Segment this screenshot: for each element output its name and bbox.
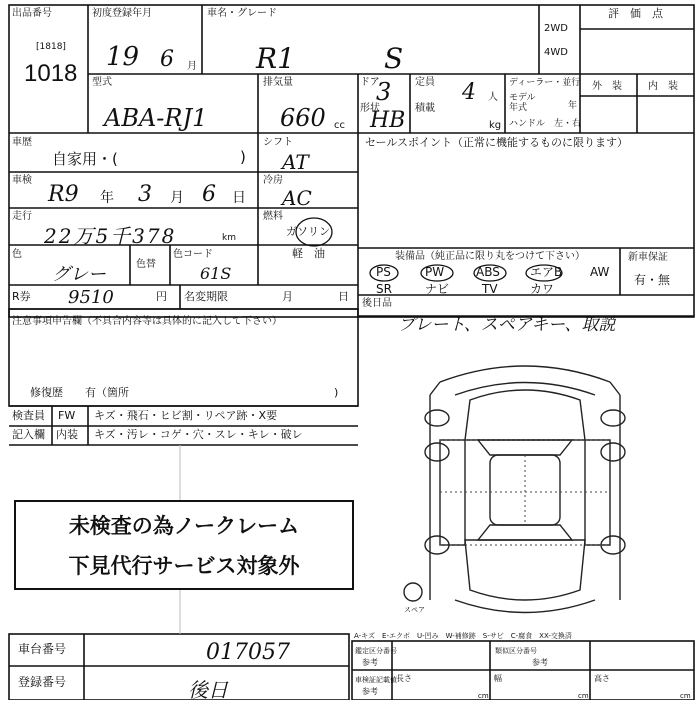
load-label: 積載 (415, 103, 435, 114)
shape-value: HB (370, 108, 406, 133)
drive-4wd: 4WD (544, 47, 568, 58)
inspection-era: R9 (48, 182, 79, 207)
verifier-reference: 参考 (362, 658, 378, 667)
height-unit: cm (680, 692, 691, 700)
lot-number-label: 出品番号 (12, 8, 52, 19)
shape-label: 形状 (360, 103, 380, 114)
capacity-unit: 人 (488, 92, 498, 103)
first-registration-month: 6 (160, 47, 174, 72)
sales-point-label: セールスポイント（正常に機能するものに限ります） (365, 136, 629, 149)
recycle-unit: 円 (156, 290, 167, 303)
inspection-month: 3 (138, 182, 152, 207)
interior-score-label: 内 装 (648, 81, 678, 92)
width-label: 幅 (494, 674, 502, 683)
spare-label: スペア (404, 606, 425, 614)
model-value: ABA-RJ1 (104, 104, 208, 132)
length-unit: cm (478, 692, 489, 700)
certificate-label: 車検証記載値 (355, 676, 397, 684)
handle-label: ハンドル 左・右 (509, 119, 582, 129)
model-year-label: モデル 年式 (509, 93, 536, 113)
equipment-title: 装備品（純正品に限り丸をつけて下さい） (395, 251, 585, 262)
equip-leather: カワ (530, 282, 555, 296)
repair-history-label: 修復歴 有（箇所 (30, 386, 129, 399)
certificate-reference: 参考 (362, 687, 378, 696)
name-change-month: 月 (282, 290, 293, 303)
warranty-value: 有・無 (634, 273, 671, 287)
registration-label: 登録番号 (18, 675, 67, 689)
recycle-label: R券 (12, 290, 31, 303)
fw-label: FW (58, 409, 76, 422)
notice-line2: 下見代行サービス対象外 (68, 554, 300, 578)
shift-label: シフト (263, 137, 293, 148)
width-unit: cm (578, 692, 589, 700)
equip-aw: AW (590, 265, 610, 279)
history-close: ) (240, 148, 246, 166)
equip-navi: ナビ (425, 282, 450, 296)
mileage-value: 22万5千378 (44, 224, 177, 248)
car-name-label: 車名・グレード (207, 8, 277, 19)
color-code-value: 61S (200, 264, 232, 283)
displacement-label: 排気量 (263, 77, 293, 88)
interior-row-label: 内装 (56, 428, 78, 441)
capacity-label: 定員 (415, 77, 435, 88)
color-label: 色 (12, 249, 22, 260)
km-unit: km (222, 233, 236, 243)
height-label: 高さ (594, 674, 610, 683)
chassis-label: 車台番号 (18, 642, 67, 656)
color-change-label: 色替 (136, 259, 156, 270)
chassis-value: 017057 (206, 640, 290, 665)
notes-label: 注意事項申告欄（不具合内容等は具体的に記入して下さい） (12, 316, 282, 327)
record-label: 記入欄 (12, 428, 45, 441)
cc-unit: cc (334, 120, 345, 131)
car-grade: S (384, 42, 404, 75)
lot-number: 1018 (24, 60, 78, 87)
score-label: 評 価 点 (608, 7, 663, 20)
car-name: R1 (256, 42, 295, 75)
mileage-label: 走行 (12, 211, 32, 222)
kg-unit: kg (489, 120, 502, 131)
history-value: 自家用・( (52, 150, 118, 168)
color-code-label: 色コード (173, 249, 213, 260)
inspection-day-unit: 日 (232, 190, 246, 206)
equip-sr: SR (376, 282, 392, 296)
doors-label: ドア (360, 77, 380, 88)
fuel-gasoline: ガソリン (286, 225, 330, 238)
equip-abs: ABS (476, 265, 500, 279)
post-items-label: 後日品 (362, 298, 392, 309)
inspection-month-unit: 月 (170, 190, 184, 206)
lot-number-sub: [1818] (36, 42, 66, 52)
inspection-year-unit: 年 (100, 190, 114, 206)
length-label: 長さ (396, 674, 412, 683)
drive-2wd: 2WD (544, 23, 568, 34)
name-change-label: 名変期限 (184, 290, 228, 303)
damage-legend: A-キズ E-エクボ U-凹み W-補修跡 S-サビ C-腐食 XX-交換済 (354, 632, 572, 640)
notice-line1: 未検査の為ノークレーム (68, 514, 300, 538)
fw-text: キズ・飛石・ヒビ割・リペア跡・X要 (94, 409, 278, 422)
verifier-label: 鑑定区分番号 (355, 647, 397, 655)
doors-value: 3 (376, 78, 392, 106)
equip-airbag: エアB (530, 265, 563, 279)
classification-reference: 参考 (532, 658, 548, 667)
first-registration-year: 19 (106, 42, 140, 72)
capacity-value: 4 (462, 80, 476, 105)
color-value: グレー (52, 264, 106, 285)
name-change-day: 日 (338, 290, 349, 303)
shift-value: AT (282, 150, 309, 174)
displacement-value: 660 (280, 104, 326, 132)
classification-label: 類似区分番号 (495, 647, 537, 655)
model-label: 型式 (92, 77, 112, 88)
year-unit: 年 (568, 101, 578, 111)
history-label: 車歴 (12, 137, 32, 148)
equip-tv: TV (482, 282, 498, 296)
registration-value: 後日 (188, 678, 228, 702)
inspection-label: 車検 (12, 175, 32, 186)
equip-pw: PW (425, 265, 445, 279)
equip-ps: PS (376, 265, 391, 279)
inspector-label: 検査員 (12, 409, 45, 422)
recycle-value: 9510 (68, 287, 114, 308)
fuel-diesel: 軽 油 (292, 247, 325, 260)
first-registration-label: 初度登録年月 (92, 8, 152, 19)
interior-text: キズ・汚レ・コゲ・穴・スレ・キレ・破レ (94, 428, 303, 441)
ac-label: 冷房 (263, 175, 283, 186)
exterior-score-label: 外 装 (592, 81, 622, 92)
ac-value: AC (282, 186, 312, 210)
fuel-label: 燃料 (263, 211, 283, 222)
repair-history-close: ) (334, 386, 339, 399)
dealer-label: ディーラー・並行 (509, 78, 581, 88)
post-items-value: プレート、スペアキー、取説 (398, 315, 616, 335)
warranty-label: 新車保証 (628, 252, 668, 263)
inspection-day: 6 (202, 182, 216, 207)
month-unit: 月 (187, 61, 197, 72)
